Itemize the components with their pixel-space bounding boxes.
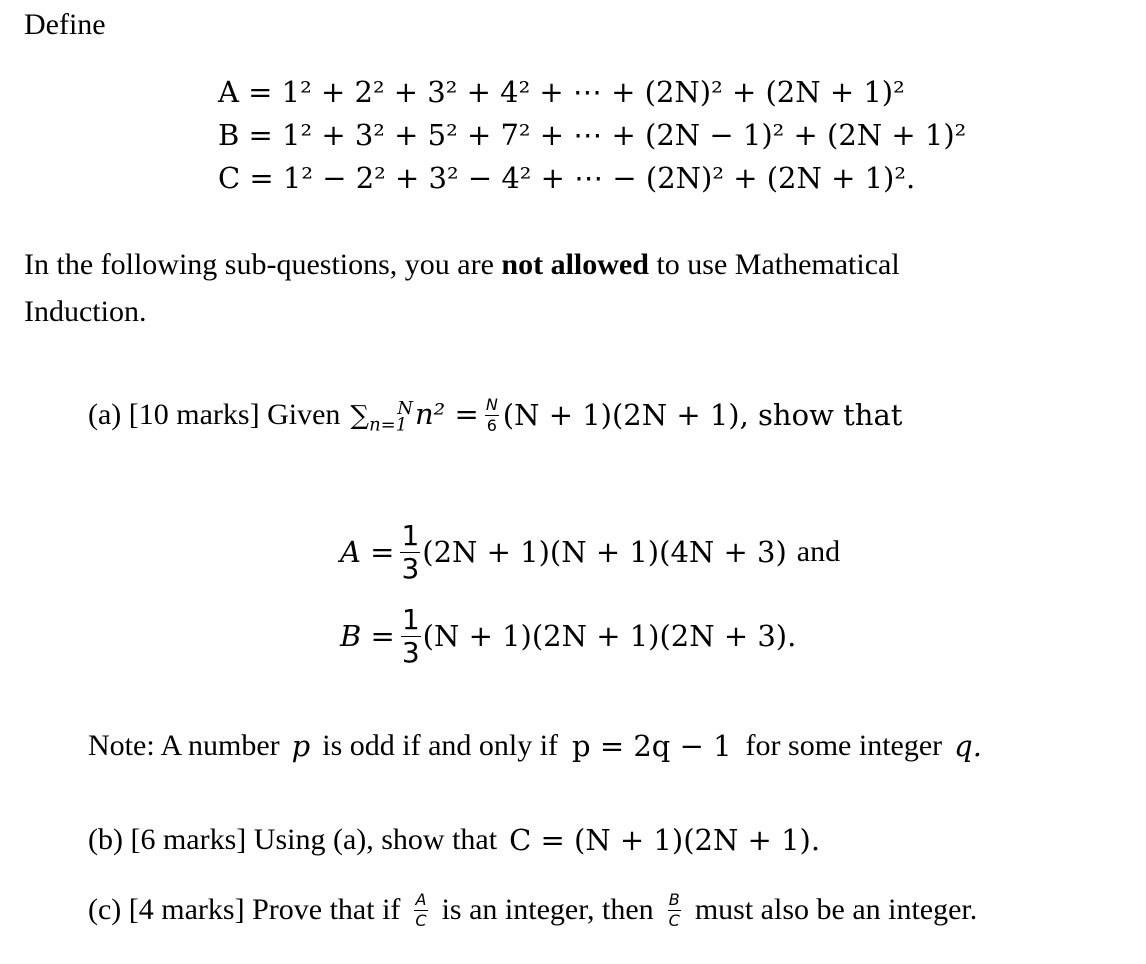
instruction-before: In the following sub-questions, you are [24,248,502,281]
result-a-and: and [796,535,841,568]
fraction-one-third-b [401,602,421,669]
fraction-numerator: A [415,889,427,909]
part-a-rhs: (N + 1)(2N + 1), show that [502,397,903,432]
part-c [88,884,977,936]
equation-b: B = 1² + 3² + 5² + 7² + ⋯ + (2N − 1)² + (2N + 1)² [218,118,967,152]
part-c-text-1: (c) [4 marks] Prove that if [88,893,401,926]
fraction-numerator: 1 [401,602,420,636]
fraction-b-over-c [668,889,681,930]
sum-upper-limit: N [397,397,413,419]
fraction-denominator: 6 [486,415,497,435]
note-odd-formula: p = 2q − 1 [572,728,732,763]
instruction-line-1 [24,250,900,280]
fraction-numerator: B [668,889,680,909]
sum-lower-limit: n=1 [369,414,408,436]
sigma-symbol: ∑ [350,401,370,432]
note-text-3: for some integer [745,729,943,762]
part-c-text-3: must also be an integer. [694,893,978,926]
instruction-bold: not allowed [501,248,649,281]
result-a [340,512,840,592]
equation-a: A = 1² + 2² + 3² + 4² + ⋯ + (2N)² + (2N + 1)² [218,75,905,109]
instruction-line-2: Induction. [24,295,147,328]
fraction-denominator: C [668,910,680,930]
fraction-denominator: C [415,910,427,930]
note-text-2: is odd if and only if [322,729,559,762]
sum-term: n² = [414,397,479,432]
fraction-numerator: N [485,394,498,414]
part-b-formula: C = (N + 1)(2N + 1). [509,822,821,857]
part-a [88,388,902,442]
note [88,728,982,764]
note-text-1: Note: A number [88,729,280,762]
fraction-n-over-6 [485,394,499,435]
instruction-after: to use Mathematical [648,248,900,281]
note-var-p: p [291,728,311,763]
note-var-q: q. [954,728,982,763]
result-b-lhs: B = [340,618,395,653]
define-label: Define [24,8,106,41]
equation-c: C = 1² − 2² + 3² − 4² + ⋯ − (2N)² + (2N + 1)². [218,161,916,195]
fraction-numerator: 1 [401,518,420,552]
result-a-rhs: (2N + 1)(N + 1)(4N + 3) [422,534,787,569]
result-b-rhs: (N + 1)(2N + 1)(2N + 3). [422,618,797,653]
part-b [88,822,820,858]
result-b [340,596,796,676]
result-a-lhs: A = [340,534,395,569]
fraction-denominator: 3 [401,551,420,585]
part-a-label: (a) [10 marks] Given [88,398,341,431]
part-c-text-2: is an integer, then [441,893,654,926]
sum-expression [350,397,479,436]
fraction-a-over-c [414,889,427,930]
part-b-text: (b) [6 marks] Using (a), show that [88,823,498,856]
fraction-denominator: 3 [401,635,420,669]
fraction-one-third-a [400,518,420,585]
